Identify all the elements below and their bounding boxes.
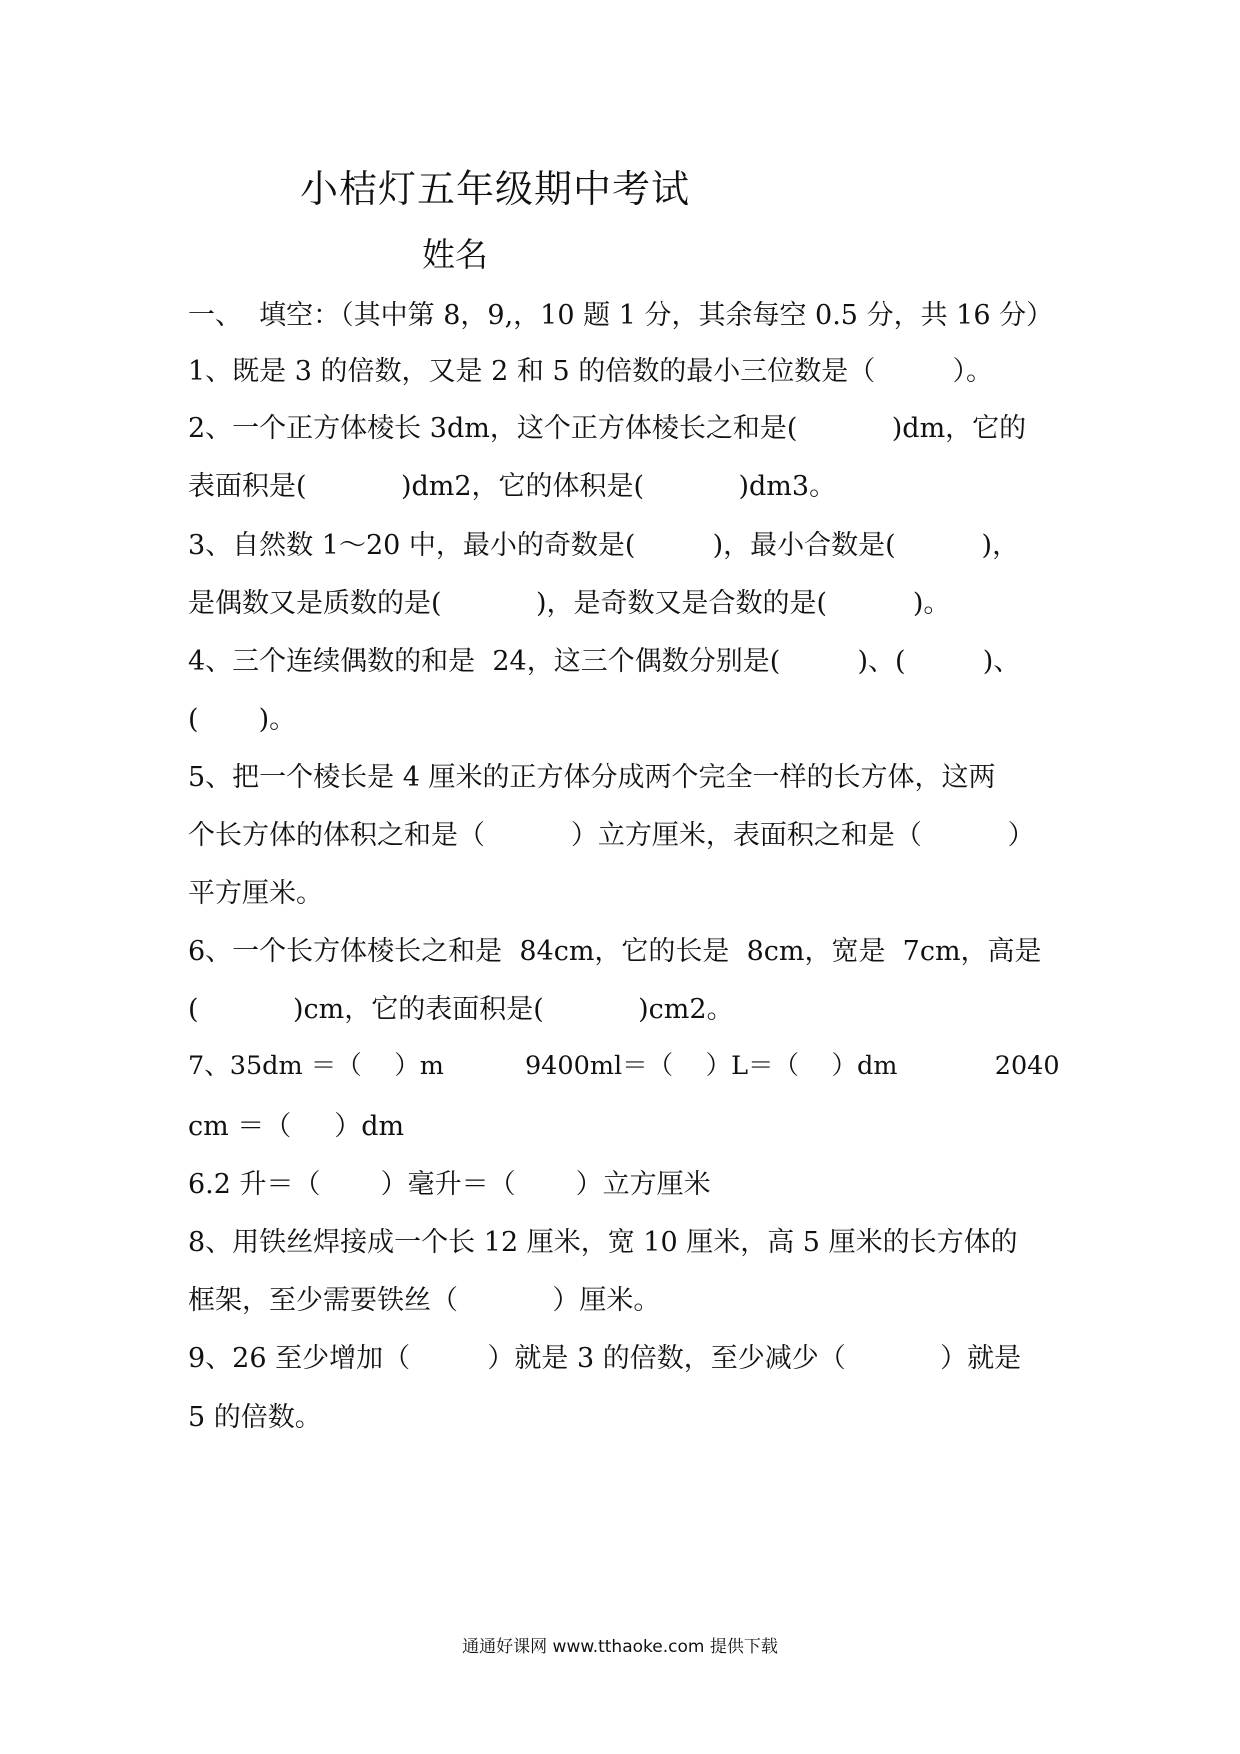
question-line: 3、自然数 1～20 中，最小的奇数是( )，最小合数是( )， xyxy=(188,530,1020,561)
question-line: 是偶数又是质数的是( )，是奇数又是合数的是( )。 xyxy=(188,588,951,619)
question-line: ( )cm，它的表面积是( )cm2。 xyxy=(188,994,734,1025)
question-line: 6.2 升＝（ ）毫升＝（ ）立方厘米 xyxy=(188,1169,711,1200)
question-line: ( )。 xyxy=(188,704,297,735)
question-line: 2、一个正方体棱长 3dm，这个正方体棱长之和是( )dm，它的 xyxy=(188,413,1027,444)
question-line: 6、一个长方体棱长之和是 84cm，它的长是 8cm，宽是 7cm，高是 xyxy=(188,936,1042,967)
name-label: 姓名 xyxy=(422,235,488,274)
question-line: 个长方体的体积之和是（ ）立方厘米，表面积之和是（ ） xyxy=(188,820,1035,851)
question-line: 5 的倍数。 xyxy=(188,1402,322,1433)
question-line: 平方厘米。 xyxy=(188,878,323,909)
question-line: 7、35dm ＝（ ）m 9400ml＝（ ）L＝（ ）dm 2040 xyxy=(188,1051,1060,1081)
footer-source: 通通好课网 www.tthaoke.com 提供下载 xyxy=(462,1637,778,1657)
question-line: 8、用铁丝焊接成一个长 12 厘米，宽 10 厘米，高 5 厘米的长方体的 xyxy=(188,1227,1018,1258)
question-line: 4、三个连续偶数的和是 24，这三个偶数分别是( )、( )、 xyxy=(188,646,1021,677)
section-heading: 一、 填空：（其中第 8，9,，10 题 1 分，其余每空 0.5 分，共 16 分） xyxy=(188,300,1054,331)
question-line: 9、26 至少增加（ ）就是 3 的倍数，至少减少（ ）就是 xyxy=(188,1343,1022,1374)
question-line: 框架，至少需要铁丝（ ）厘米。 xyxy=(188,1285,661,1316)
exam-title: 小桔灯五年级期中考试 xyxy=(300,167,691,211)
question-line: 1、既是 3 的倍数，又是 2 和 5 的倍数的最小三位数是（ ）。 xyxy=(188,356,993,387)
question-line: 5、把一个棱长是 4 厘米的正方体分成两个完全一样的长方体，这两 xyxy=(188,762,996,793)
question-line: cm ＝（ ）dm xyxy=(188,1111,405,1142)
question-line: 表面积是( )dm2，它的体积是( )dm3。 xyxy=(188,471,837,502)
